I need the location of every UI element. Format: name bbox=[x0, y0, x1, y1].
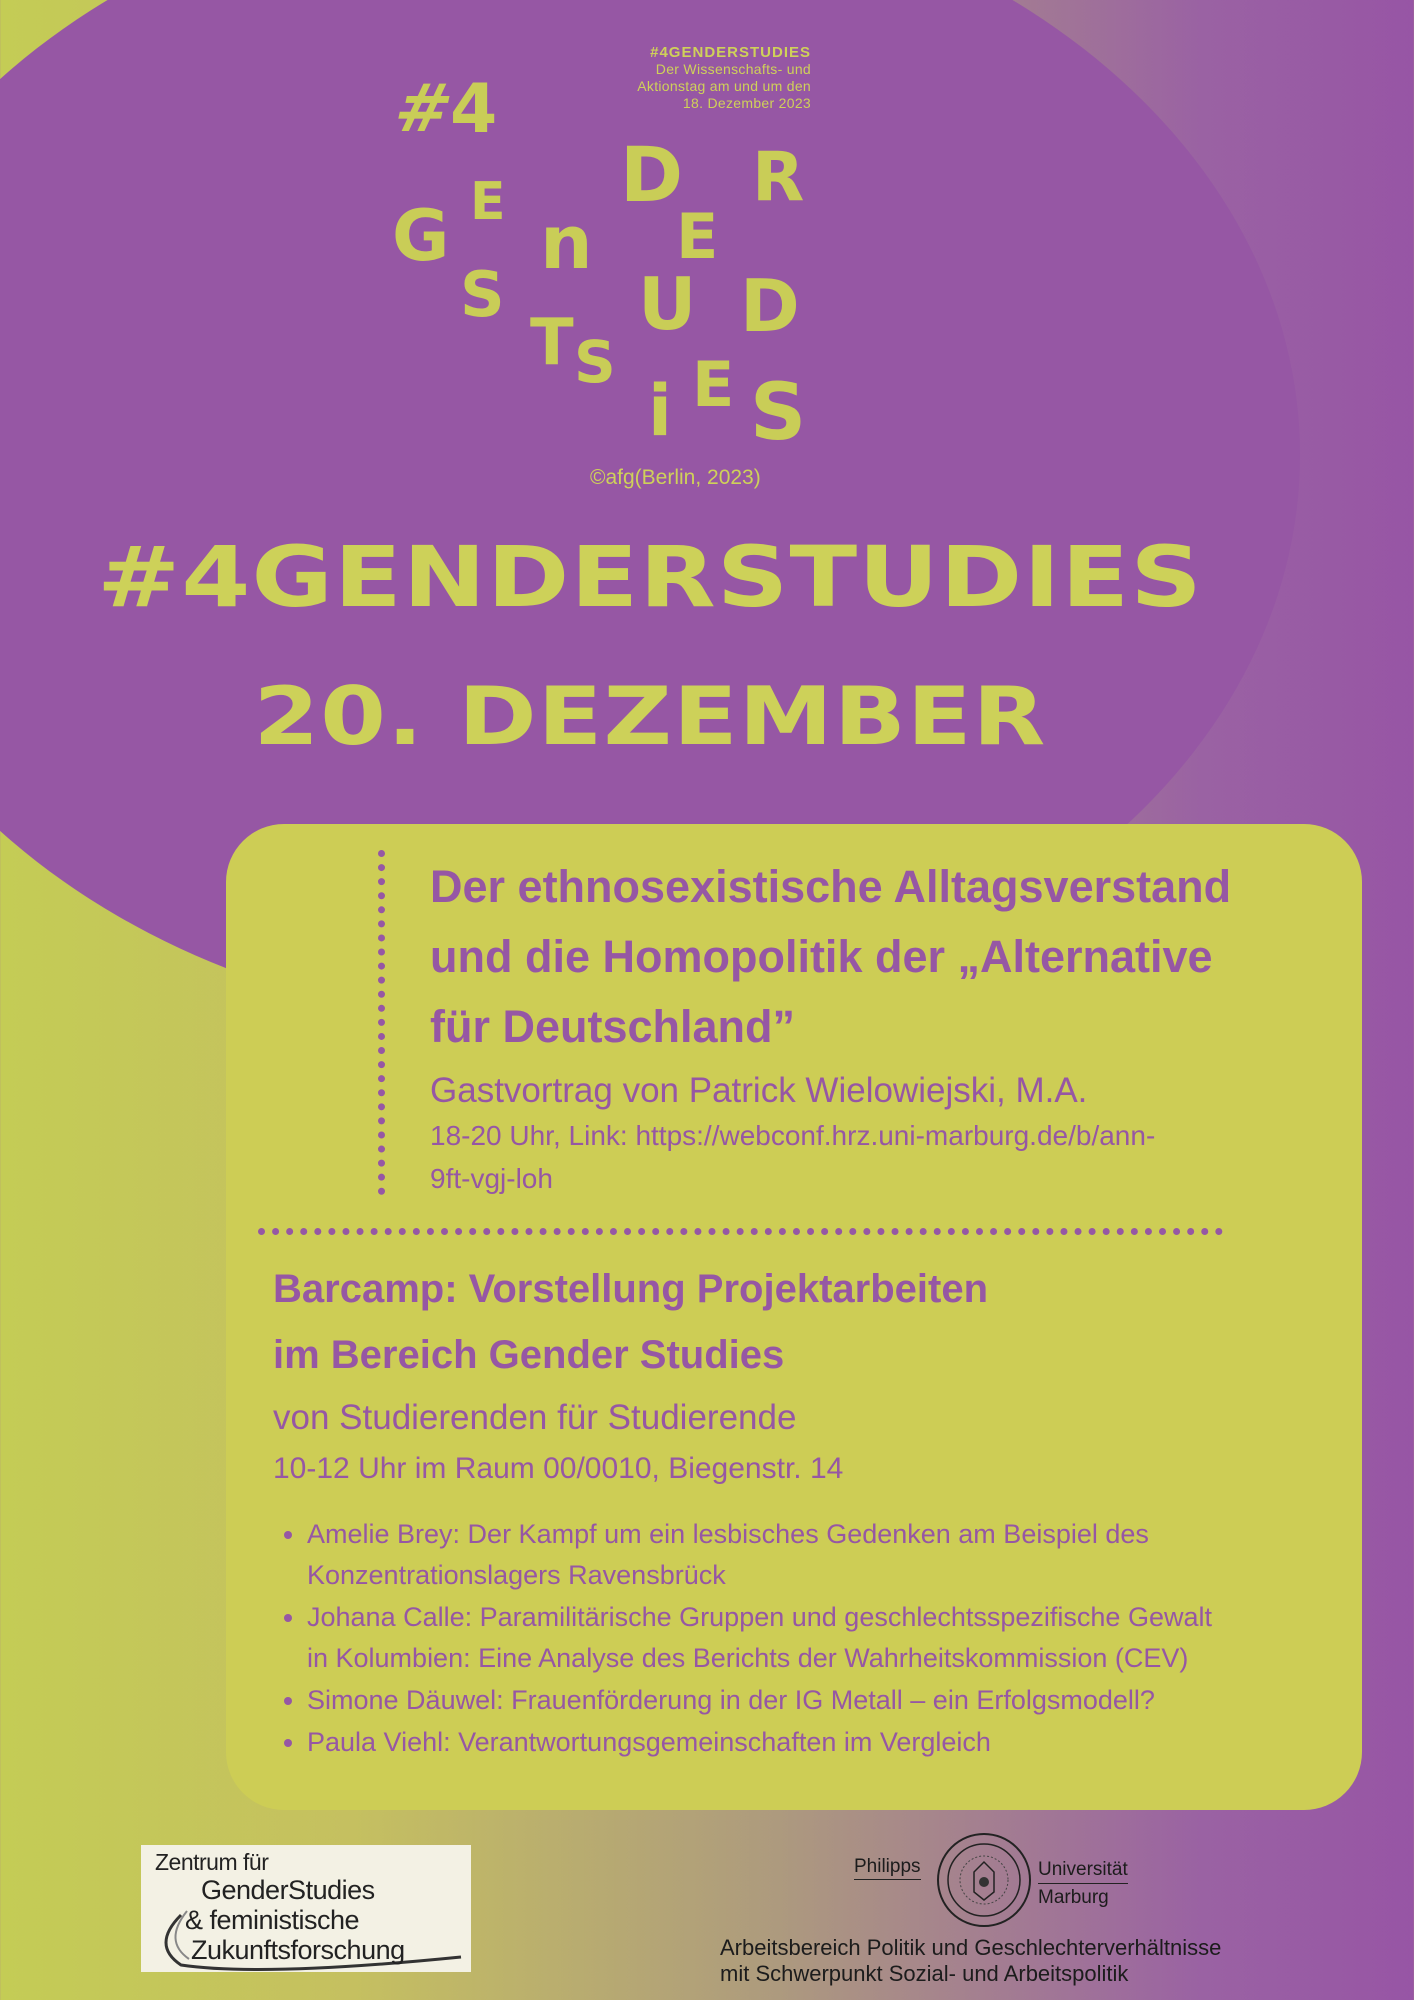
logo-letter: G bbox=[392, 195, 450, 277]
talk-list bbox=[273, 1514, 1333, 1763]
department-line: Arbeitsbereich Politik und Geschlechterverhältnisse bbox=[720, 1935, 1222, 1960]
logo-letter: n bbox=[540, 200, 593, 286]
talk-line: Paula Viehl: Verantwortungsgemeinschaften im Vergleich bbox=[307, 1727, 991, 1757]
logo-letter: S bbox=[460, 258, 505, 331]
logo-letter: i bbox=[648, 370, 672, 452]
logo-letter: E bbox=[676, 200, 719, 273]
event-title-line: für Deutschland” bbox=[430, 1001, 796, 1052]
list-item bbox=[307, 1722, 1333, 1763]
event-title bbox=[430, 852, 1330, 1062]
zgs-line: GenderStudies bbox=[201, 1875, 375, 1905]
event-date: 20. DEZEMBER bbox=[253, 670, 1047, 763]
logo-letter: S bbox=[750, 368, 807, 458]
logo-copyright: ©afg(Berlin, 2023) bbox=[590, 466, 761, 489]
university-logo bbox=[850, 1832, 1150, 1932]
logo-caption-title: #4GENDERSTUDIES bbox=[650, 44, 811, 61]
event-speaker: Gastvortrag von Patrick Wielowiejski, M.A. bbox=[430, 1071, 1088, 1110]
logo-letter: U bbox=[638, 262, 697, 346]
logo-letter: # bbox=[387, 70, 460, 147]
dotted-vertical-divider bbox=[378, 850, 385, 1195]
talk-line: in Kolumbien: Eine Analyse des Berichts der Wahrheitskommission (CEV) bbox=[307, 1643, 1189, 1673]
event-title-line: Der ethnosexistische Alltagsverstand bbox=[430, 861, 1232, 912]
list-item bbox=[307, 1597, 1333, 1679]
logo-letter: D bbox=[620, 130, 684, 219]
talk-line: Amelie Brey: Der Kampf um ein lesbisches Gedenken am Beispiel des bbox=[307, 1519, 1149, 1549]
logo-letter: E bbox=[470, 172, 506, 232]
event-title-line: Barcamp: Vorstellung Projektarbeiten bbox=[273, 1267, 988, 1311]
logo-caption-line: Der Wissenschafts- und bbox=[655, 61, 811, 77]
list-item bbox=[307, 1514, 1333, 1596]
event-title bbox=[273, 1256, 1333, 1388]
department-name bbox=[720, 1935, 1221, 1987]
logo-letter: T bbox=[530, 306, 574, 380]
logo-letter: E bbox=[692, 348, 735, 421]
dotted-horizontal-divider bbox=[258, 1228, 1223, 1235]
event-info-line: 18-20 Uhr, Link: https://webconf.hrz.uni-marburg.de/b/ann- bbox=[430, 1120, 1156, 1151]
zgs-line: Zukunftsforschung bbox=[191, 1935, 405, 1965]
logo-letter: D bbox=[740, 264, 800, 348]
logo-caption-line: Aktionstag am und um den bbox=[637, 78, 811, 94]
uni-name-left: Philipps bbox=[854, 1856, 921, 1880]
logo-letter: 4 bbox=[450, 70, 498, 149]
event-title-line: im Bereich Gender Studies bbox=[273, 1333, 785, 1377]
zgs-line: & feministische bbox=[185, 1905, 360, 1935]
list-item bbox=[307, 1680, 1333, 1721]
event-subtitle: von Studierenden für Studierende bbox=[273, 1398, 797, 1437]
event-info-line: 9ft-vgj-loh bbox=[430, 1163, 553, 1194]
event-barcamp bbox=[273, 1256, 1333, 1764]
logo-caption-line: 18. Dezember 2023 bbox=[682, 95, 811, 111]
talk-line: Johana Calle: Paramilitärische Gruppen und geschlechtsspezifische Gewalt bbox=[307, 1602, 1212, 1632]
gender-studies-logo bbox=[380, 70, 820, 470]
uni-name-line: Marburg bbox=[1038, 1887, 1109, 1908]
uni-name-right bbox=[1038, 1856, 1128, 1911]
event-time-link[interactable] bbox=[430, 1114, 1330, 1200]
uni-name-line: Universität bbox=[1038, 1856, 1128, 1884]
page-title: #4GENDERSTUDIES bbox=[97, 528, 1203, 626]
university-seal-icon bbox=[936, 1832, 1032, 1928]
event-time-place: 10-12 Uhr im Raum 00/0010, Biegenstr. 14 bbox=[273, 1452, 844, 1485]
logo-letter: S bbox=[574, 328, 616, 396]
talk-line: Simone Däuwel: Frauenförderung in der IG Metall – ein Erfolgsmodell? bbox=[307, 1685, 1155, 1715]
event-title-line: und die Homopolitik der „Alternative bbox=[430, 931, 1213, 982]
logo-letter: R bbox=[752, 138, 805, 217]
zgs-line: Zentrum für bbox=[155, 1849, 269, 1875]
zgs-logo bbox=[141, 1845, 471, 1972]
department-line: mit Schwerpunkt Sozial- und Arbeitspolitik bbox=[720, 1961, 1129, 1986]
event-guest-lecture bbox=[430, 852, 1330, 1200]
talk-line: Konzentrationslagers Ravensbrück bbox=[307, 1560, 726, 1590]
